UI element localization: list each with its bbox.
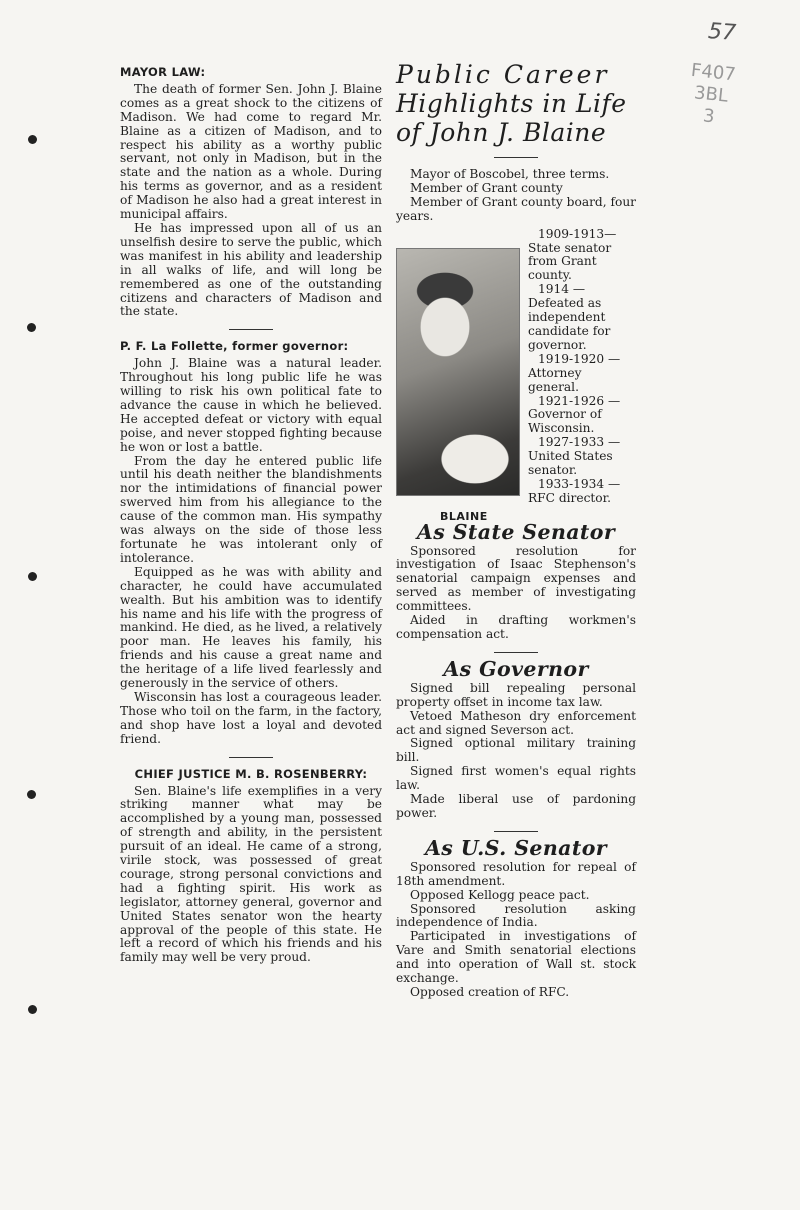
section-item: Opposed Kellogg peace pact. [410,887,590,902]
section-item: Opposed creation of RFC. [410,984,570,999]
binder-hole-icon [27,790,36,799]
career-entry: 1919-1920 — Attorney general. [528,351,621,394]
binder-hole-icon [28,572,37,581]
section-item: Vetoed Matheson dry enforcement act and signed Severson act. [396,708,636,737]
blaine-portrait-photo [396,248,520,496]
tribute-heading: MAYOR LAW: [120,65,206,79]
tribute-paragraph: Sen. Blaine's life exemplifies in a very striking manner what may be accomplished by a young man, possessed of strength and ability, in the persistent pursuit of an ideal. He came of a strong, virile stock, was possessed of great courage, strong personal convictions and had a fighting spirit. His work as legislator, attorney general, governor and United States senator won the hearty approval of the people of this state. He left a record of which his friends and his family may well be very proud. [120,783,382,965]
tribute-paragraph: Equipped as he was with ability and character, he could have accumulated wealth. But his ambition was to identify his name and his life with the progress of mankind. He died, as he lived, a relatively poor man. He leaves his family, his friends and his cause a great name and the heritage of a life lived fearlessly and generously in the service of others. [120,564,382,691]
section-item: Aided in drafting workmen's compensation act. [396,613,636,641]
pencil-line: 3 [701,105,716,128]
section-item: Sponsored resolution for repeal of 18th amendment. [396,859,636,888]
section-item: Sponsored resolution asking independence of India. [396,901,636,930]
tribute-paragraph: John J. Blaine was a natural leader. Throughout his long public life he was willing to risk his own political fate to advance the cause in which he believed. He accepted defeat or victory with equal poise, and never stopped fighting because he won or lost a battle. [120,356,382,454]
section-heading: As State Senator [416,519,616,544]
divider [229,329,273,330]
section-item: Signed bill repealing personal property offset in income tax law. [396,680,636,709]
section-item: Made liberal use of pardoning power. [396,792,636,820]
binder-hole-icon [28,1005,37,1014]
intro-line: Member of Grant county board, four years. [396,194,636,223]
career-entry: 1927-1933 — United States senator. [528,435,621,478]
career-entry: 1921-1926 — Governor of Wisconsin. [528,393,621,436]
tribute-rosenberry [120,768,382,966]
section-item: Signed optional military training bill. [396,736,636,765]
tribute-paragraph: He has impressed upon all of us an unselfish desire to serve the public, which was manifest in his ability and leadership in all walks of life, and will long be remembered as one of the outstanding citizens and characters of Madison and the state. [120,220,382,319]
intro-line: Mayor of Boscobel, three terms. [410,167,610,181]
pencil-notation [673,59,750,132]
section-us-senator [396,835,636,1000]
divider [229,757,273,758]
tribute-mayor-law [120,66,382,319]
section-item: Signed first women's equal rights law. [396,764,636,793]
binder-hole-icon [28,135,37,144]
divider [494,652,538,653]
career-column [396,60,636,1000]
career-entry: 1909-1913— State senator from Grant county. [528,226,617,283]
tribute-paragraph: Wisconsin has lost a courageous leader. Those who toil on the farm, in the factory, and shop have lost a loyal and devoted friend. [120,689,382,746]
page-number: 57 [707,19,737,46]
section-heading: As U.S. Senator [424,835,608,860]
section-state-senator [396,519,636,642]
headline-line: Public Career [396,60,610,89]
tributes-column [120,66,382,965]
pencil-line: F407 [690,59,737,86]
divider [494,831,538,832]
tribute-paragraph: From the day he entered public life until his death neither the blandishments nor the intimidations of financial power swerved him from his allegiance to the cause of the common man. His sympathy was always on the side of those less fortunate he was intolerant only of intolerance. [120,453,382,565]
intro-line: Member of Grant county [410,180,563,195]
career-entry: 1933-1934 — RFC director. [528,476,621,505]
section-item: Participated in investigations of Vare and Smith senatorial elections and into operation of Wall st. stock exchange. [396,929,636,986]
tribute-heading: CHIEF JUSTICE M. B. ROSENBERRY: [134,766,368,781]
article-headline [396,60,636,147]
section-heading: As Governor [443,656,589,681]
divider [494,157,538,158]
section-governor [396,656,636,821]
pencil-line: 3BL [693,82,729,107]
photo-and-timeline [396,228,636,506]
tribute-paragraph: The death of former Sen. John J. Blaine comes as a great shock to the citizens of Madison. We had come to regard Mr. Blaine as a citizen of Madison, and to respect his ability as a worthy public servant, not only in Madison, but in the state and the nation as a whole. During his terms as governor, and as a resident of Madison he also had a great interest in municipal affairs. [120,81,382,222]
career-timeline [528,228,636,506]
tribute-heading: P. F. La Follette, former governor: [120,339,349,354]
section-item: Sponsored resolution for investigation of Isaac Stephenson's senatorial campaign expenses and served as member of investigating committees. [396,543,636,614]
headline-line: Highlights in Life [396,89,627,118]
binder-hole-icon [27,323,36,332]
headline-line: of John J. Blaine [396,118,607,147]
photo-caption: BLAINE [440,509,488,523]
career-entry: 1914 — Defeated as independent candidate for governor. [528,282,611,352]
tribute-la-follette [120,340,382,746]
